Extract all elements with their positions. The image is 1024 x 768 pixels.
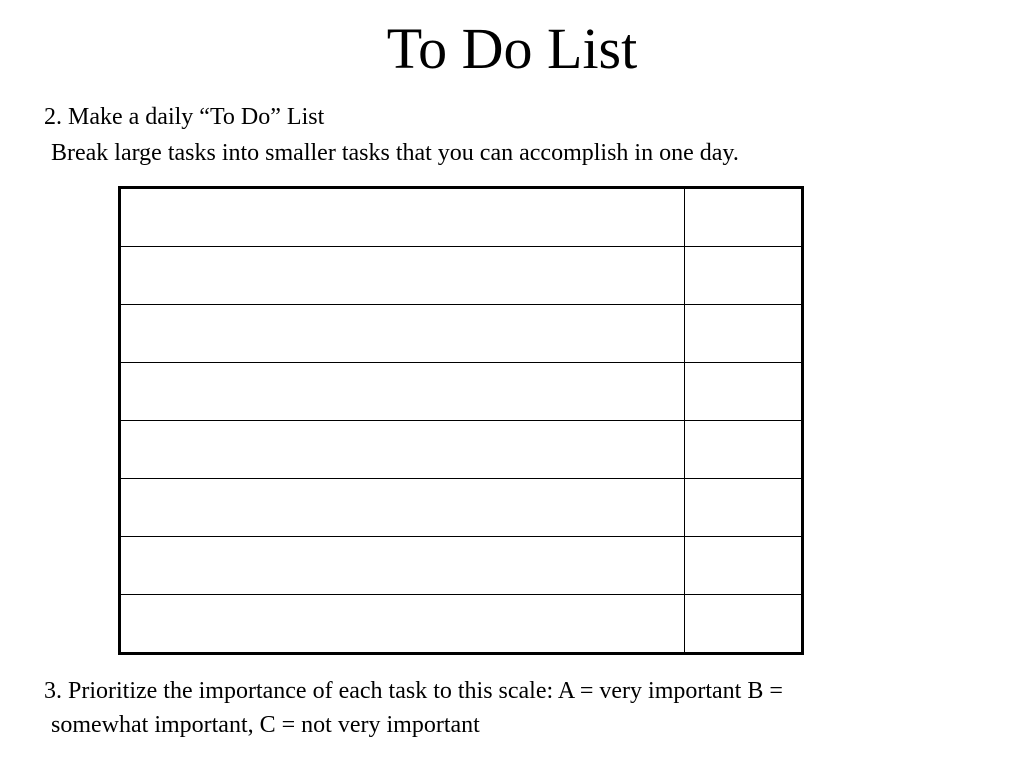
priority-cell — [685, 188, 803, 247]
task-cell — [120, 537, 685, 595]
task-cell — [120, 188, 685, 247]
priority-cell — [685, 247, 803, 305]
table-row — [120, 595, 803, 654]
table-row — [120, 247, 803, 305]
task-cell — [120, 305, 685, 363]
table-row — [120, 363, 803, 421]
priority-cell — [685, 363, 803, 421]
todo-table — [118, 186, 804, 655]
priority-cell — [685, 421, 803, 479]
step2-heading: 2. Make a daily “To Do” List — [44, 104, 325, 130]
table-row — [120, 421, 803, 479]
task-cell — [120, 479, 685, 537]
priority-cell — [685, 479, 803, 537]
task-cell — [120, 247, 685, 305]
task-cell — [120, 421, 685, 479]
priority-cell — [685, 595, 803, 654]
step3-line2: somewhat important, C = not very important — [51, 712, 480, 738]
table-row — [120, 479, 803, 537]
task-cell — [120, 595, 685, 654]
step2-detail: Break large tasks into smaller tasks that you can accomplish in one day. — [51, 140, 739, 166]
table-row — [120, 188, 803, 247]
table-row — [120, 305, 803, 363]
slide-title: To Do List — [386, 16, 638, 81]
table-row — [120, 537, 803, 595]
priority-cell — [685, 537, 803, 595]
priority-cell — [685, 305, 803, 363]
task-cell — [120, 363, 685, 421]
step3-line1: 3. Prioritize the importance of each task to this scale: A = very important B = — [44, 678, 783, 704]
